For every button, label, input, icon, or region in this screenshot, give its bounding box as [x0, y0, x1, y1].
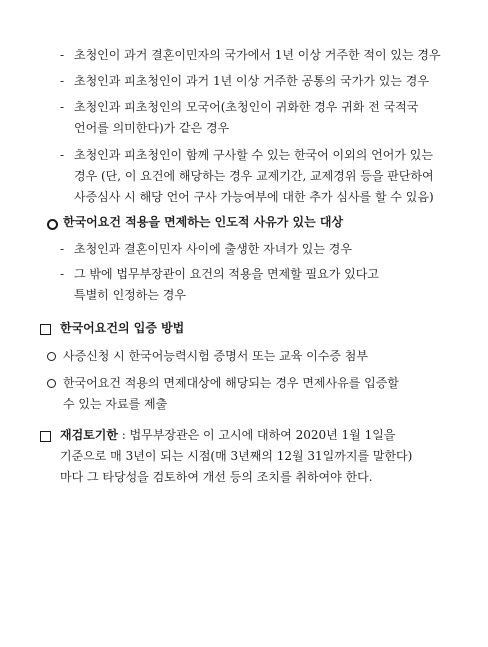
dash-bullet: - [60, 74, 65, 88]
review-paragraph-line-1 [60, 427, 395, 443]
proof-item: 사증신청 시 한국어능력시험 증명서 또는 교육 이수증 첨부 [63, 349, 368, 363]
dash-bullet: - [60, 267, 65, 281]
list-item: 초청인과 결혼이민자 사이에 출생한 자녀가 있는 경우 [74, 242, 352, 256]
proof-item: 한국어요건 적용의 면제대상에 해당되는 경우 면제사유를 입증할 [63, 376, 399, 390]
list-item: 초청인이 과거 결혼이민자의 국가에서 1년 이상 거주한 적이 있는 경우 [74, 48, 441, 62]
humanitarian-exemption-heading: 한국어요건 적용을 면제하는 인도적 사유가 있는 대상 [63, 215, 344, 229]
circle-bullet-icon [47, 219, 58, 230]
list-item-continuation: 경우 (단, 이 요건에 해당하는 경우 교제기간, 교제경위 등을 판단하여 [74, 169, 434, 183]
dash-bullet: - [60, 242, 65, 256]
list-item: 초청인과 피초청인의 모국어(초청인이 귀화한 경우 귀화 전 국적국 [74, 100, 419, 114]
list-item: 초청인과 피초청인이 함께 구사할 수 있는 한국어 이외의 언어가 있는 [74, 148, 433, 162]
dash-bullet: - [60, 48, 65, 62]
dash-bullet: - [60, 148, 65, 162]
circle-bullet-icon [47, 352, 56, 361]
square-bullet-icon [40, 324, 51, 335]
list-item: 초청인과 피초청인이 과거 1년 이상 거주한 공통의 국가가 있는 경우 [74, 74, 429, 88]
review-paragraph-line-2: 기준으로 매 3년이 되는 시점(매 3년째의 12월 31일까지를 말한다) [60, 449, 413, 463]
proof-item-continuation: 수 있는 자료를 제출 [63, 397, 168, 411]
proof-section-heading: 한국어요건의 입증 방법 [60, 321, 185, 335]
review-deadline-label: 재검토기한 [60, 428, 118, 442]
list-item-continuation: 사증심사 시 해당 언어 구사 가능여부에 대한 추가 심사를 할 수 있음) [74, 190, 434, 204]
dash-bullet: - [60, 100, 65, 114]
list-item-continuation: 특별히 인정하는 경우 [74, 288, 186, 302]
review-paragraph-line-3: 마다 그 타당성을 검토하여 개선 등의 조치를 취하여야 한다. [60, 470, 373, 484]
circle-bullet-icon [47, 379, 56, 388]
square-bullet-icon [40, 431, 51, 442]
list-item: 그 밖에 법무부장관이 요건의 적용을 면제할 필요가 있다고 [74, 267, 379, 281]
list-item-continuation: 언어를 의미한다)가 같은 경우 [74, 121, 230, 135]
review-text: : 법무부장관은 이 고시에 대하여 2020년 1월 1일을 [117, 428, 396, 442]
